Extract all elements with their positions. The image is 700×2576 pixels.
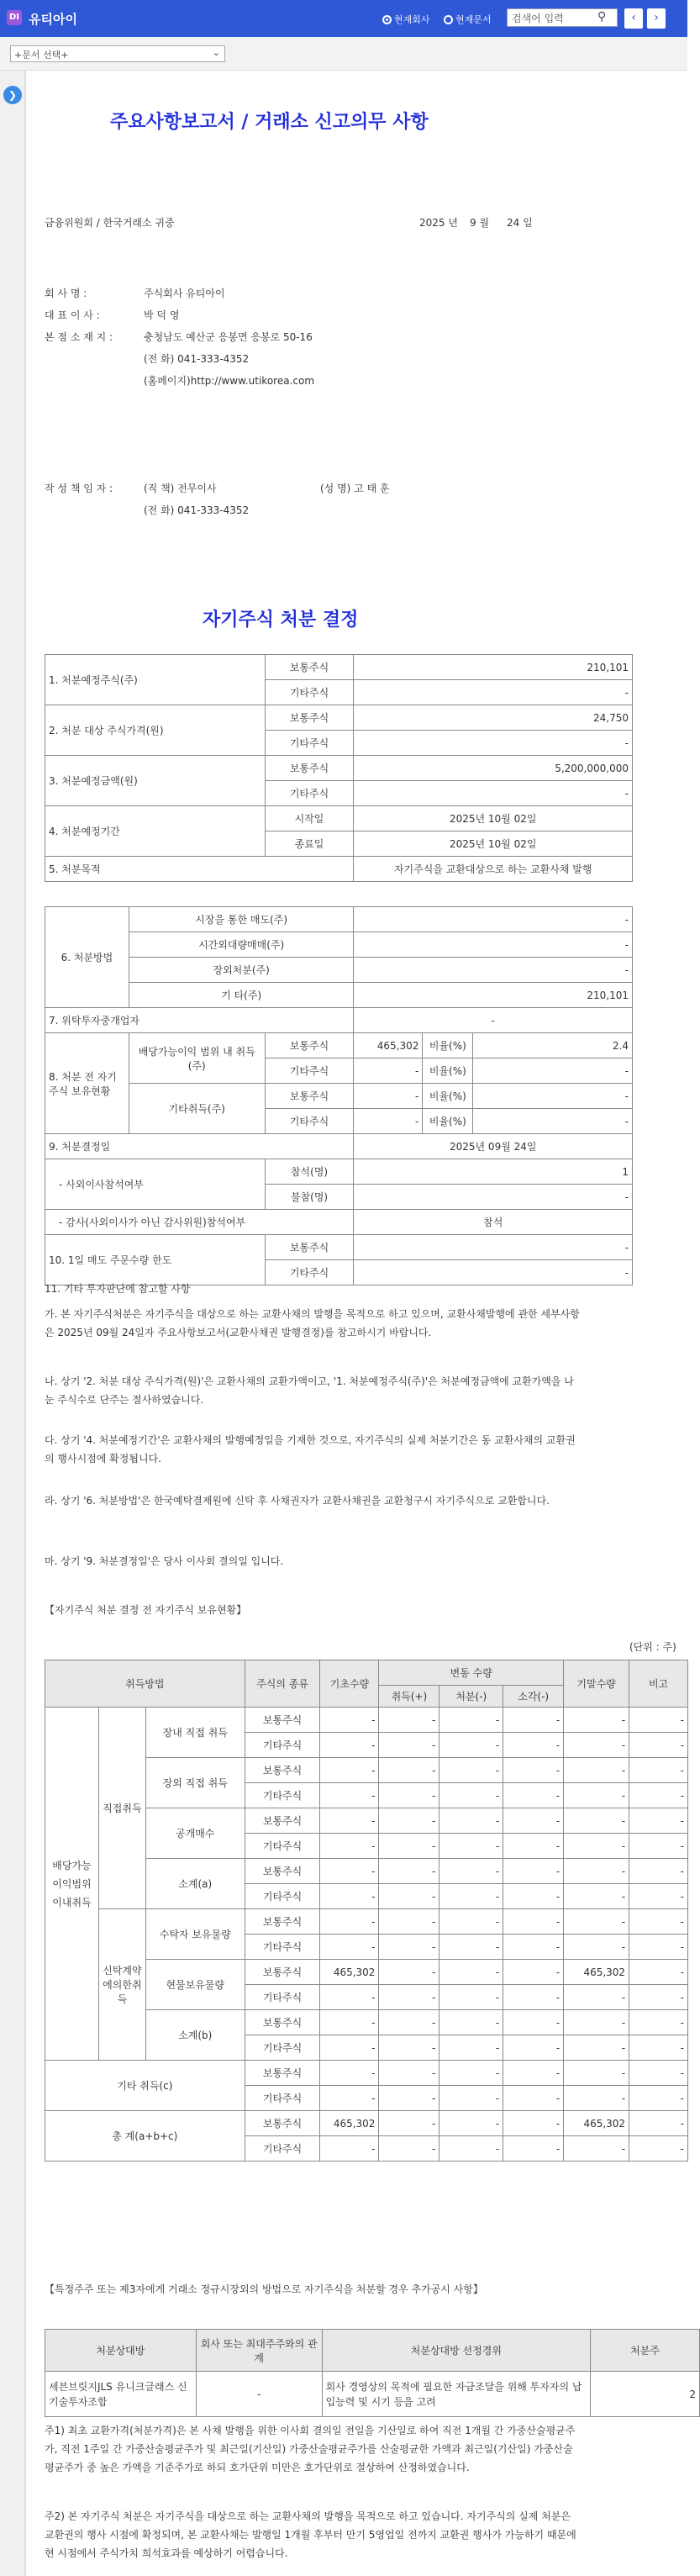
radio-current-company[interactable] xyxy=(382,13,430,26)
document-body xyxy=(25,71,696,2576)
direct-label: 직접취득 xyxy=(98,1708,145,1909)
radio-doc-label: 현재문서 xyxy=(455,14,492,25)
report-title: 주요사항보고서 / 거래소 신고의무 사항 xyxy=(110,111,429,133)
value-cell: - xyxy=(439,1783,503,1808)
holdings-title: 【자기주식 처분 결정 전 자기주식 보유현황】 xyxy=(45,1604,247,1616)
company-label: 회 사 명 : xyxy=(45,288,87,299)
homepage: (홈페이지)http://www.utikorea.com xyxy=(144,375,315,387)
value-cell: - xyxy=(439,1909,503,1935)
qty-cell: 2 xyxy=(591,2372,700,2417)
value-cell: - xyxy=(320,2035,379,2061)
value-cell: - xyxy=(564,2010,629,2035)
sub-label: 현물보유물량 xyxy=(145,1960,245,2010)
kind-cell: 보통주식 xyxy=(265,1084,354,1109)
value-cell: - xyxy=(629,1909,688,1935)
kind-cell: 기타주식 xyxy=(265,1260,354,1285)
table-row xyxy=(45,2061,688,2086)
value-cell: 5,200,000,000 xyxy=(354,756,633,781)
kind-cell: 기타주식 xyxy=(265,680,354,705)
ratio-label: 비율(%) xyxy=(423,1109,473,1134)
value-cell: - xyxy=(439,2010,503,2035)
kind-cell: 보통주식 xyxy=(265,756,354,781)
value-cell: - xyxy=(503,2136,564,2162)
note-da: 다. 상기 '4. 처분예정기간'은 교환사채의 발행예정일을 기재한 것으로, 자기주식의 실제 처분기간은 동 교환사채의 교환권의 행사시점에 확정됩니다. xyxy=(45,1434,576,1465)
kind-cell: 보통주식 xyxy=(245,2111,320,2136)
value-cell: - xyxy=(379,1935,439,1960)
kind-cell: 기타주식 xyxy=(245,1985,320,2010)
value-cell: - xyxy=(320,2086,379,2111)
app-logo-icon: DI xyxy=(7,10,22,25)
value-cell: - xyxy=(629,1808,688,1834)
value-cell: - xyxy=(503,1708,564,1733)
kind-cell: 기타주식 xyxy=(245,2086,320,2111)
kind-cell: 기타주식 xyxy=(245,1834,320,1859)
decision-method-table xyxy=(45,906,633,1033)
reason-cell: 회사 경영상의 목적에 필요한 자금조달을 위해 투자자의 납입능력 및 시기 등을 고려 xyxy=(322,2372,591,2417)
kind-cell: 보통주식 xyxy=(245,1859,320,1884)
value-cell: - xyxy=(354,1008,633,1033)
value-cell: - xyxy=(629,2061,688,2086)
value-cell: 24,750 xyxy=(354,705,633,731)
top-bar xyxy=(0,0,687,37)
holding-a-label: 배당가능이익 범위 내 취득(주) xyxy=(129,1033,265,1084)
kind-cell: 기타주식 xyxy=(265,731,354,756)
value-cell: - xyxy=(564,2086,629,2111)
sub-label: 공개매수 xyxy=(145,1808,245,1859)
value-cell: 2025년 10월 02일 xyxy=(354,806,633,831)
row-label: 2. 처분 대상 주식가격(원) xyxy=(45,705,266,756)
value-cell: - xyxy=(564,1758,629,1783)
value-cell: - xyxy=(629,1758,688,1783)
chevron-down-icon: ⌄ xyxy=(212,47,220,58)
value-cell: - xyxy=(564,1985,629,2010)
header-relation: 회사 또는 최대주주와의 관계 xyxy=(196,2330,322,2372)
other-label: 기타 취득(c) xyxy=(45,2061,245,2111)
note-ma: 마. 상기 '9. 처분결정일'은 당사 이사회 결의일 입니다. xyxy=(45,1555,284,1567)
value-cell: - xyxy=(564,2136,629,2162)
value-cell: - xyxy=(354,781,633,806)
value-cell: - xyxy=(354,1109,423,1134)
value-cell: 1 xyxy=(354,1159,633,1185)
kind-cell: 보통주식 xyxy=(265,1033,354,1058)
kind-cell: 기타주식 xyxy=(265,781,354,806)
kind-cell: 보통주식 xyxy=(245,1808,320,1834)
value-cell: - xyxy=(503,1783,564,1808)
value-cell: - xyxy=(320,1834,379,1859)
holding-table xyxy=(45,1032,633,1134)
holdings-table xyxy=(45,1660,688,2162)
ratio-label: 비율(%) xyxy=(423,1058,473,1084)
decision-title: 자기주식 처분 결정 xyxy=(203,609,359,631)
value-cell: - xyxy=(629,2086,688,2111)
value-cell: - xyxy=(320,2061,379,2086)
value-cell: - xyxy=(564,1884,629,1909)
decision-table xyxy=(45,654,633,882)
row-label: 5. 처분목적 xyxy=(45,857,354,882)
value-cell: - xyxy=(564,1783,629,1808)
ratio-cell: - xyxy=(473,1058,633,1084)
value-cell: - xyxy=(320,1808,379,1834)
value-cell: - xyxy=(379,1808,439,1834)
value-cell: - xyxy=(629,1884,688,1909)
kind-cell: 기타주식 xyxy=(245,2136,320,2162)
value-cell: - xyxy=(503,1909,564,1935)
value-cell: 2025년 10월 02일 xyxy=(354,831,633,857)
header-qty: 처분주 xyxy=(591,2330,700,2372)
kind-cell: 불참(명) xyxy=(265,1185,354,1210)
value-cell: - xyxy=(564,1834,629,1859)
value-cell: - xyxy=(439,2035,503,2061)
value-cell: - xyxy=(354,680,633,705)
value-cell: - xyxy=(629,1859,688,1884)
kind-cell: 기타주식 xyxy=(265,1109,354,1134)
ratio-cell: - xyxy=(473,1109,633,1134)
sub-label: 소계(a) xyxy=(145,1859,245,1909)
sub-label: 장내 직접 취득 xyxy=(145,1708,245,1758)
value-cell: - xyxy=(564,1708,629,1733)
value-cell: - xyxy=(354,907,633,932)
value-cell: - xyxy=(379,2086,439,2111)
header-method: 취득방법 xyxy=(45,1660,245,1708)
value-cell: - xyxy=(629,2010,688,2035)
value-cell: - xyxy=(320,1909,379,1935)
method-cell: 시간외대량매매(주) xyxy=(129,932,354,958)
value-cell: - xyxy=(564,1859,629,1884)
value-cell: - xyxy=(354,1185,633,1210)
specific-title: 【특정주주 또는 제3자에게 거래소 정규시장외의 방법으로 자기주식을 처분할 경우 추가공시 사항】 xyxy=(45,2283,483,2295)
radio-current-document[interactable] xyxy=(444,13,492,26)
header-counterparty: 처분상대방 xyxy=(45,2330,197,2372)
radio-company-label: 현재회사 xyxy=(394,14,430,25)
note-ga: 가. 본 자기주식처분은 자기주식을 대상으로 하는 교환사채의 발행을 목적으로 하고 있으며, 교환사채발행에 관한 세부사항은 2025년 09월 24일자 주요사항보고서(교환사채권 발행결정)를 참고하시기 바랍니다. xyxy=(45,1308,580,1338)
table-row xyxy=(45,1708,688,1733)
kind-cell: 보통주식 xyxy=(245,1960,320,1985)
method-cell: 장외처분(주) xyxy=(129,958,354,983)
value-cell: - xyxy=(379,2035,439,2061)
next-button[interactable]: › xyxy=(647,8,666,29)
relation-cell: - xyxy=(196,2372,322,2417)
value-cell: - xyxy=(379,2136,439,2162)
value-cell: - xyxy=(629,2111,688,2136)
total-label: 총 계(a+b+c) xyxy=(45,2111,245,2162)
value-cell: - xyxy=(379,1960,439,1985)
header-end: 기말수량 xyxy=(564,1660,629,1708)
notes-heading: 11. 기타 투자판단에 참고할 사항 xyxy=(45,1283,191,1295)
value-cell: - xyxy=(379,1758,439,1783)
value-cell: - xyxy=(629,1708,688,1733)
value-cell: - xyxy=(320,2136,379,2162)
note-na: 나. 상기 '2. 처분 대상 주식가격(원)'은 교환사채의 교환가액이고, '1. 처분예정주식(주)'은 처분예정금액에 교환가액을 나눈 주식수로 단주는 절사하였습니다. xyxy=(45,1375,574,1406)
value-cell: - xyxy=(503,1884,564,1909)
value-cell: - xyxy=(439,1758,503,1783)
value-cell: - xyxy=(379,1859,439,1884)
kind-cell: 보통주식 xyxy=(245,1758,320,1783)
address: 충청남도 예산군 응봉면 응봉로 50-16 xyxy=(144,331,313,343)
date-year: 2025 년 xyxy=(419,217,458,229)
value-cell: - xyxy=(379,1834,439,1859)
value-cell: - xyxy=(564,1808,629,1834)
kind-cell: 기타주식 xyxy=(245,1783,320,1808)
value-cell: - xyxy=(439,1834,503,1859)
value-cell: - xyxy=(629,1733,688,1758)
row-label: 6. 처분방법 xyxy=(45,907,129,1008)
value-cell: - xyxy=(439,1985,503,2010)
value-cell: - xyxy=(320,1935,379,1960)
search-input[interactable]: 검색어 입력 xyxy=(507,8,618,27)
ceo-label: 대 표 이 사 : xyxy=(45,309,100,321)
kind-cell: 종료일 xyxy=(265,831,354,857)
value-cell: - xyxy=(354,932,633,958)
header-acquire: 취득(+) xyxy=(379,1686,439,1708)
value-cell: - xyxy=(439,1859,503,1884)
value-cell: - xyxy=(320,1708,379,1733)
ratio-label: 비율(%) xyxy=(423,1033,473,1058)
toolbar xyxy=(0,37,687,71)
value-cell: 참석 xyxy=(354,1210,633,1235)
method-cell: 시장을 통한 매도(주) xyxy=(129,907,354,932)
company-name: 주식회사 유티아이 xyxy=(144,288,225,299)
row-label: 7. 위탁투자중개업자 xyxy=(45,1008,354,1033)
header-reason: 처분상대방 선정경위 xyxy=(322,2330,591,2372)
value-cell: - xyxy=(379,2061,439,2086)
value-cell: - xyxy=(503,1960,564,1985)
value-cell: 465,302 xyxy=(564,2111,629,2136)
sub-label: 수탁자 보유물량 xyxy=(145,1909,245,1960)
value-cell: - xyxy=(439,2086,503,2111)
trust-label: 신탁계약에의한취득 xyxy=(98,1909,145,2061)
value-cell: - xyxy=(379,2010,439,2035)
kind-cell: 기타주식 xyxy=(245,1935,320,1960)
specific-note-1: 주1) 최초 교환가격(처분가격)은 본 사채 발행을 위한 이사회 결의일 전일을 기산일로 하여 직전 1개월 간 가중산술평균주가, 직전 1주일 간 가중산술평균주가 및 최근일(기산일) 가중산술평균주가를 산술평균한 가액과 최근일(기산일) 가중산술평균주가 중 높은 가액을 기준주가로 하되 호가단위 미만은 호가단위로 절상하여 산정하였습니다. xyxy=(45,2425,576,2473)
date-day: 24 일 xyxy=(507,217,533,229)
value-cell: - xyxy=(354,1084,423,1109)
ratio-cell: 2.4 xyxy=(473,1033,633,1058)
document-select-value: +문서 선택+ xyxy=(14,50,69,61)
ceo-name: 박 덕 영 xyxy=(144,309,180,321)
ratio-cell: - xyxy=(473,1084,633,1109)
value-cell: - xyxy=(503,2086,564,2111)
value-cell: - xyxy=(629,1834,688,1859)
value-cell: - xyxy=(439,1708,503,1733)
holding-b-label: 기타취득(주) xyxy=(129,1084,265,1134)
board-table xyxy=(45,1133,633,1285)
header-beginning: 기초수량 xyxy=(320,1660,379,1708)
value-cell: - xyxy=(503,2061,564,2086)
phone: (전 화) 041-333-4352 xyxy=(144,353,250,365)
app-name[interactable]: 유티아이 xyxy=(29,12,77,27)
value-cell: - xyxy=(439,2111,503,2136)
value-cell: 465,302 xyxy=(320,1960,379,1985)
author-phone: (전 화) 041-333-4352 xyxy=(144,504,250,516)
radio-unchecked-icon[interactable] xyxy=(444,15,453,24)
value-cell: - xyxy=(629,1985,688,2010)
value-cell: - xyxy=(320,1859,379,1884)
value-cell: - xyxy=(439,1935,503,1960)
value-cell: - xyxy=(564,2035,629,2061)
row-label: - 사외이사참석여부 xyxy=(45,1159,266,1210)
row-label: 9. 처분결정일 xyxy=(45,1134,354,1159)
value-cell: - xyxy=(379,1733,439,1758)
value-cell: - xyxy=(503,1859,564,1884)
value-cell: - xyxy=(354,1058,423,1084)
value-cell: - xyxy=(379,2111,439,2136)
document-select[interactable] xyxy=(10,45,225,62)
radio-checked-icon[interactable] xyxy=(382,15,392,24)
value-cell: 자기주식을 교환대상으로 하는 교환사채 발행 xyxy=(354,857,633,882)
kind-cell: 보통주식 xyxy=(245,1909,320,1935)
value-cell: - xyxy=(354,958,633,983)
value-cell: - xyxy=(503,2111,564,2136)
value-cell: - xyxy=(379,1985,439,2010)
value-cell: 2025년 09월 24일 xyxy=(354,1134,633,1159)
value-cell: - xyxy=(503,1733,564,1758)
value-cell: - xyxy=(379,1783,439,1808)
table-row xyxy=(45,2111,688,2136)
kind-cell: 기타주식 xyxy=(265,1058,354,1084)
kind-cell: 시작일 xyxy=(265,806,354,831)
row-label: 3. 처분예정금액(원) xyxy=(45,756,266,806)
value-cell: - xyxy=(503,1834,564,1859)
counterparty-cell: 세븐브릿지JLS 유니크글래스 신기술투자조합 xyxy=(45,2372,197,2417)
recipient: 금융위원회 / 한국거래소 귀중 xyxy=(45,217,175,229)
value-cell: - xyxy=(354,731,633,756)
value-cell: - xyxy=(439,2061,503,2086)
group-label: 배당가능이익범위이내취득 xyxy=(45,1708,99,2061)
value-cell: - xyxy=(503,1808,564,1834)
value-cell: - xyxy=(564,1935,629,1960)
value-cell: 465,302 xyxy=(564,1960,629,1985)
value-cell: - xyxy=(503,2010,564,2035)
author-name: (성 명) 고 태 훈 xyxy=(320,483,390,494)
prev-button[interactable]: ‹ xyxy=(624,8,643,29)
sub-label: 장외 직접 취득 xyxy=(145,1758,245,1808)
header-cancel: 소각(-) xyxy=(503,1686,564,1708)
value-cell: - xyxy=(379,1708,439,1733)
value-cell: - xyxy=(503,1758,564,1783)
specific-note-2: 주2) 본 자기주식 처분은 자기주식을 대상으로 하는 교환사채의 발행을 목적으로 하고 있습니다. 자기주식의 실제 처분은 교환권의 행사 시점에 확정되며, 본 교환사채는 발행일 1개월 후부터 만기 5영업일 전까지 교환권 행사가 가능하기 때문에 현 시점에서 주식가치 희석효과를 예상하기 어렵습니다. xyxy=(45,2510,576,2559)
value-cell: - xyxy=(503,1935,564,1960)
value-cell: - xyxy=(320,2010,379,2035)
search-icon[interactable]: ⚲ xyxy=(597,10,607,24)
date-month: 9 월 xyxy=(470,217,490,229)
specific-table xyxy=(45,2329,700,2417)
value-cell: - xyxy=(439,1808,503,1834)
value-cell: - xyxy=(629,1960,688,1985)
value-cell: 465,302 xyxy=(320,2111,379,2136)
row-label: - 감사(사외이사가 아닌 감사위원)참석여부 xyxy=(45,1210,354,1235)
kind-cell: 보통주식 xyxy=(245,2061,320,2086)
note-ra: 라. 상기 '6. 처분방법'은 한국예탁결제원에 신탁 후 사채권자가 교환사채권을 교환청구시 자기주식으로 교환합니다. xyxy=(45,1495,550,1507)
value-cell: - xyxy=(564,2061,629,2086)
value-cell: - xyxy=(320,1985,379,2010)
row-label: 1. 처분예정주식(주) xyxy=(45,655,266,705)
value-cell: - xyxy=(320,1733,379,1758)
header-dispose: 처분(-) xyxy=(439,1686,503,1708)
value-cell: - xyxy=(354,1235,633,1260)
header-change: 변동 수량 xyxy=(379,1660,564,1686)
sidebar-toggle-icon[interactable]: ❯ xyxy=(3,86,22,104)
value-cell: - xyxy=(439,1733,503,1758)
kind-cell: 보통주식 xyxy=(245,2010,320,2035)
address-label: 본 점 소 재 지 : xyxy=(45,331,113,343)
value-cell: - xyxy=(320,1884,379,1909)
value-cell: - xyxy=(439,1960,503,1985)
row-label: 8. 처분 전 자기주식 보유현황 xyxy=(45,1033,129,1134)
author-title: (직 책) 전무이사 xyxy=(144,483,217,494)
kind-cell: 보통주식 xyxy=(265,655,354,680)
value-cell: - xyxy=(629,2035,688,2061)
value-cell: - xyxy=(379,1884,439,1909)
kind-cell: 보통주식 xyxy=(245,1708,320,1733)
value-cell: 210,101 xyxy=(354,655,633,680)
holdings-unit: (단위 : 주) xyxy=(629,1641,676,1653)
kind-cell: 참석(명) xyxy=(265,1159,354,1185)
row-label: 4. 처분예정기간 xyxy=(45,806,266,857)
value-cell: - xyxy=(320,1758,379,1783)
method-cell: 기 타(주) xyxy=(129,983,354,1008)
value-cell: - xyxy=(354,1260,633,1285)
value-cell: - xyxy=(564,1909,629,1935)
ratio-label: 비율(%) xyxy=(423,1084,473,1109)
value-cell: - xyxy=(439,1884,503,1909)
kind-cell: 보통주식 xyxy=(265,705,354,731)
value-cell: - xyxy=(629,1935,688,1960)
sidebar xyxy=(0,71,25,2576)
author-label: 작 성 책 임 자 : xyxy=(45,483,113,494)
value-cell: - xyxy=(439,2136,503,2162)
kind-cell: 기타주식 xyxy=(245,1733,320,1758)
header-kind: 주식의 종류 xyxy=(245,1660,320,1708)
kind-cell: 기타주식 xyxy=(245,2035,320,2061)
header-note: 비고 xyxy=(629,1660,688,1708)
value-cell: - xyxy=(320,1783,379,1808)
value-cell: - xyxy=(503,2035,564,2061)
value-cell: - xyxy=(564,1733,629,1758)
kind-cell: 기타주식 xyxy=(245,1884,320,1909)
value-cell: - xyxy=(379,1909,439,1935)
value-cell: 210,101 xyxy=(354,983,633,1008)
value-cell: - xyxy=(629,2136,688,2162)
row-label: 10. 1일 매도 주문수량 한도 xyxy=(45,1235,266,1285)
value-cell: - xyxy=(503,1985,564,2010)
value-cell: - xyxy=(629,1783,688,1808)
sub-label: 소계(b) xyxy=(145,2010,245,2061)
kind-cell: 보통주식 xyxy=(265,1235,354,1260)
value-cell: 465,302 xyxy=(354,1033,423,1058)
table-row xyxy=(45,1909,688,1935)
